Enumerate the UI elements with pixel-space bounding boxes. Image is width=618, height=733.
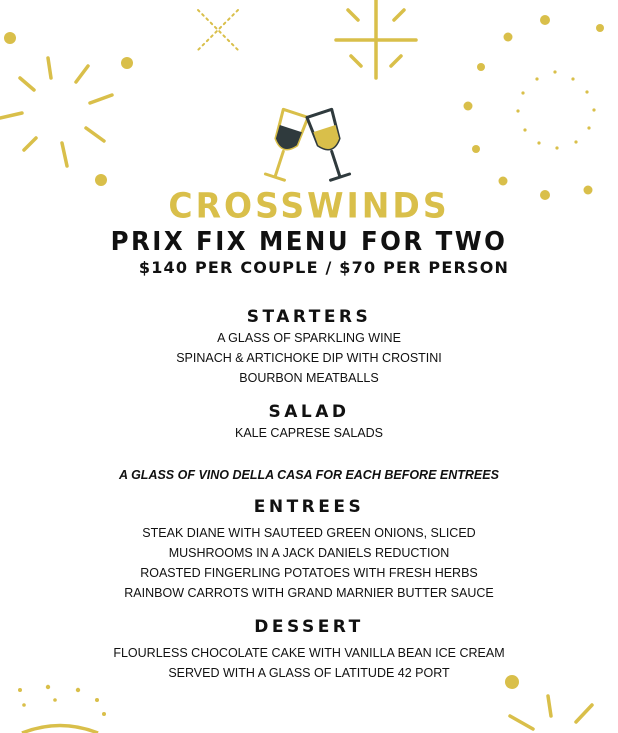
arc-decoration (22, 726, 98, 733)
sparkle-icon (336, 0, 416, 78)
menu-item: SPINACH & ARTICHOKE DIP WITH CROSTINI (176, 351, 442, 365)
menu-item: ROASTED FINGERLING POTATOES WITH FRESH HERBS (140, 566, 478, 580)
entrees-list (0, 523, 618, 603)
price-line: $140 PER COUPLE / $70 PER PERSON (138, 258, 510, 277)
salad-list (0, 423, 618, 443)
small-sparkle-icon (198, 10, 238, 50)
section-title-starters: STARTERS (246, 307, 372, 327)
menu-item: MUSHROOMS IN A JACK DANIELS REDUCTION (168, 546, 450, 560)
menu-item: A GLASS OF SPARKLING WINE (217, 331, 401, 345)
restaurant-name: CROSSWINDS (168, 185, 450, 226)
section-title-entrees: ENTREES (253, 497, 365, 517)
menu-title: PRIX FIX MENU FOR TWO (110, 227, 508, 257)
menu-item: STEAK DIANE WITH SAUTEED GREEN ONIONS, SLICED (142, 526, 476, 540)
menu-item: FLOURLESS CHOCOLATE CAKE WITH VANILLA BEAN ICE CREAM (113, 646, 505, 660)
menu-item: RAINBOW CARROTS WITH GRAND MARNIER BUTTER SAUCE (124, 586, 494, 600)
fireworks-burst-icon (0, 58, 112, 166)
dessert-list (0, 643, 618, 683)
menu-item: KALE CAPRESE SALADS (235, 426, 383, 440)
starters-list (0, 328, 618, 388)
fireworks-burst-icon (510, 696, 592, 729)
section-title-dessert: DESSERT (254, 617, 364, 637)
section-title-salad: SALAD (268, 402, 350, 422)
champagne-glasses-icon (263, 109, 353, 181)
menu-item: BOURBON MEATBALLS (239, 371, 379, 385)
wine-note: A GLASS OF VINO DELLA CASA FOR EACH BEFORE ENTREES (119, 468, 499, 482)
menu-item: SERVED WITH A GLASS OF LATITUDE 42 PORT (168, 666, 450, 680)
